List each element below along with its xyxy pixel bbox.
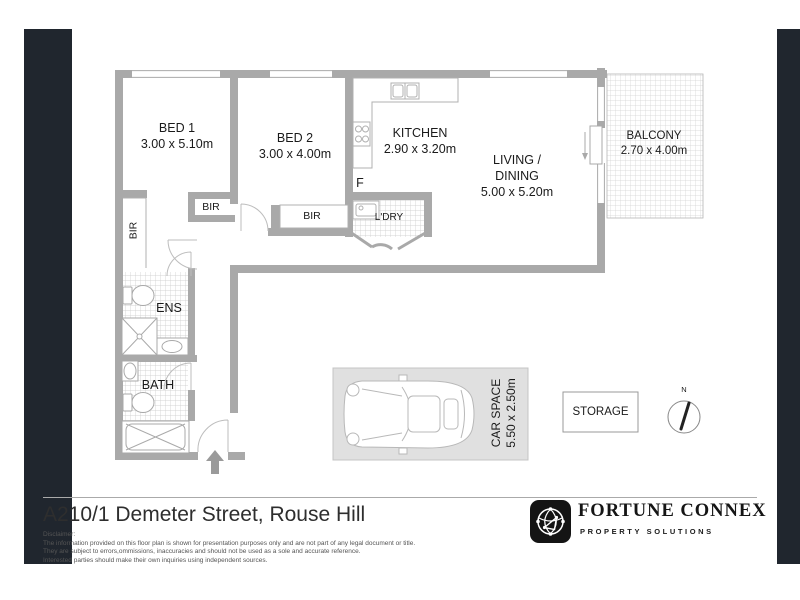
bed2-door <box>241 204 268 231</box>
room-dims: 3.00 x 5.10m <box>140 137 214 151</box>
shower-icon <box>122 318 157 355</box>
bir-label-robe: BIR <box>127 221 140 240</box>
room-name: DINING <box>495 169 539 183</box>
toilet-icon <box>123 393 154 413</box>
brand-name: FORTUNE CONNEX <box>578 501 767 521</box>
brand-logo-icon <box>530 500 571 543</box>
brand-tagline: PROPERTY SOLUTIONS <box>580 527 714 536</box>
window-top-living <box>490 70 567 78</box>
room-name: BED 1 <box>158 121 196 135</box>
room-dims: 5.50 x 2.50m <box>504 378 518 448</box>
disclaimer-line: They are subject to errors,ommissions, inaccuracies and should not be used as a sole and accurate reference. <box>43 548 361 556</box>
car-space-label <box>489 353 519 473</box>
storage-label: STORAGE <box>572 406 629 418</box>
room-dims: 3.00 x 4.00m <box>258 147 332 161</box>
entry-door <box>198 420 228 452</box>
balcony-sliding-door <box>582 126 602 164</box>
hall-door <box>168 240 197 269</box>
fridge-label: F <box>356 176 364 190</box>
balcony-label <box>604 129 704 159</box>
room-name: CAR SPACE <box>489 378 503 448</box>
network-globe-icon <box>530 500 571 543</box>
room-name: BED 2 <box>276 131 314 145</box>
bed1-label <box>117 120 237 152</box>
room-dims: 2.70 x 4.00m <box>620 145 688 157</box>
room-name: BALCONY <box>626 130 682 142</box>
car-icon <box>344 375 474 454</box>
disclaimer-line: The information provided on this floor plan is shown for presentation purposes only and are not part of any legal document or title. <box>43 539 416 547</box>
window-right-upper <box>597 87 605 121</box>
room-dims: 5.00 x 5.20m <box>480 185 554 199</box>
basin-icon <box>157 338 188 355</box>
bathtub-icon <box>122 421 189 453</box>
north-label: N <box>681 385 687 394</box>
entry-arrow-icon <box>206 450 224 474</box>
window-top-bed2 <box>270 70 332 78</box>
room-dims: 2.90 x 3.20m <box>383 142 457 156</box>
room-name: LIVING / <box>493 153 541 167</box>
room-name: KITCHEN <box>392 126 448 140</box>
property-address: A210/1 Demeter Street, Rouse Hill <box>43 503 366 526</box>
kitchen-sink-icon <box>391 83 419 99</box>
bath-label: BATH <box>141 378 175 392</box>
window-top-bed1 <box>132 70 220 78</box>
window-right-lower <box>597 163 605 203</box>
compass-icon <box>668 401 700 433</box>
living-label <box>457 152 577 200</box>
bed2-label <box>235 130 355 162</box>
ensuite-label: ENS <box>156 301 182 315</box>
disclaimer-line: Interested parties should make their own inquiries using independent sources. <box>43 556 268 564</box>
laundry-label: L'DRY <box>374 212 404 223</box>
bir-label-bed1-closet: BIR <box>202 201 220 213</box>
disclaimer-text <box>43 531 415 565</box>
footer-divider <box>43 497 757 498</box>
bir-label-bed2: BIR <box>303 210 321 222</box>
disclaimer-heading: Disclaimer: <box>43 531 76 538</box>
